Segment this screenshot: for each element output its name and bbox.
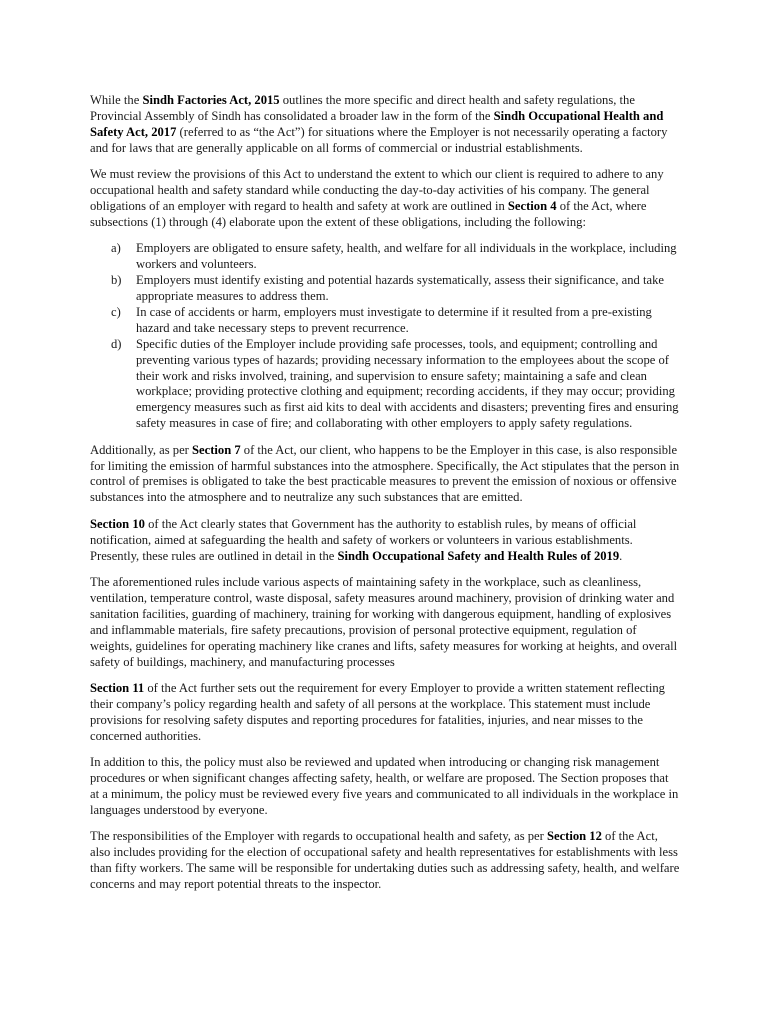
section-ref: Section 12 — [546, 829, 602, 844]
paragraph-rules: The aforementioned rules include various aspects of maintaining safety in the workplace, such as cleanliness, ventilation, temperature control, waste disposal, safety measures around machinery, provision of drinking water and sanitation facilities, guarding of machinery, training for working with dangerous equipment, handling of explosives and inflammable materials, fire safety precautions, provision of personal protective equipment, regulation of weights, guidelines for operating machinery like cranes and lifts, safety measures for working at heights, and overall safety of buildings, machinery, and manufacturing processes — [90, 574, 678, 669]
list-item-text: Employers must identify existing and potential hazards systematically, assess their significance, and take appropriate measures to address them. — [136, 273, 664, 303]
paragraph-section-12 — [90, 829, 680, 893]
text: (referred to as “the Act”) for situations where the Employer is not necessarily operating a factory and for laws that are generally applicable on all forms of commercial or industrial establishments. — [90, 124, 668, 155]
list-item — [90, 337, 680, 432]
list-item — [90, 241, 680, 273]
text: . — [619, 548, 623, 563]
list-item-text: In case of accidents or harm, employers must investigate to determine if it resulted from a pre-existing hazard and take necessary steps to prevent recurrence. — [136, 304, 652, 335]
text: Additionally, as per — [90, 442, 193, 457]
section-ref: Section 11 — [90, 680, 145, 695]
paragraph-policy-review: In addition to this, the policy must also be reviewed and updated when introducing or changing risk management procedures or when significant changes affecting safety, health, or welfare are proposed. The Section proposes that at a minimum, the policy must be reviewed every five years and communicated to all individuals in the workplace in languages understood by everyone. — [90, 755, 679, 817]
text: We must review the provisions of this Act to understand the extent to which our client is required to adhere to any occupational health and safety standard while conducting the day-to-day activities of his company. The general obligations of an employer with regard to health and safety at work are outlined in — [90, 167, 664, 213]
section-ref: Section 10 — [90, 516, 145, 531]
list-marker: c) — [111, 304, 121, 319]
rules-name: Sindh Occupational Safety and Health Rules of 2019 — [337, 548, 620, 563]
text: of the Act further sets out the requirement for every Employer to provide a written statement reflecting their company’s policy regarding health and safety of all persons at the workplace. This statement must include provisions for resolving safety disputes and reporting procedures for fatalities, injuries, and near misses to the concerned authorities. — [90, 680, 665, 743]
list-item-text: Specific duties of the Employer include providing safe processes, tools, and equipment; controlling and preventing various types of hazards; providing necessary information to the employees about the scope of their work and risks involved, training, and supervision to ensure safety; maintaining a safe and clean workplace; providing protective clothing and equipment; recording accidents, if they may occur; providing emergency measures such as first aid kits to deal with accidents and disasters; preventing fires and ensuring safety measures in case of fire; and collaborating with other employers to apply safety regulations. — [136, 336, 679, 431]
text: of the Act, also includes providing for the election of occupational safety and health representatives for establishments with less than fifty workers. The same will be responsible for undertaking duties such as addressing safety, health, and welfare concerns and may report potential threats to the inspector. — [90, 829, 680, 891]
text: outlines the more specific and direct health and safety regulations, the Provincial Assembly of Sindh has consolidated a broader law in the form of the — [90, 93, 635, 123]
paragraph-section-7 — [90, 443, 680, 507]
list-item-text: Employers are obligated to ensure safety, health, and welfare for all individuals in the workplace, including workers and volunteers. — [136, 241, 677, 272]
text: of the Act clearly states that Government has the authority to establish rules, by means of official notification, aimed at safeguarding the health and safety of workers or volunteers in various establishments. Presently, these rules are outlined in detail in the — [90, 516, 637, 563]
list-item — [90, 273, 680, 305]
list-marker: d) — [111, 336, 122, 351]
paragraph-review — [90, 167, 680, 231]
section-ref: Section 7 — [192, 442, 241, 457]
list-marker: b) — [111, 273, 122, 288]
act-name-ohs: Sindh Occupational Health and Safety Act, 2017 — [90, 108, 664, 139]
obligations-list — [90, 241, 680, 432]
paragraph-section-11 — [90, 681, 680, 745]
document-page — [90, 93, 680, 903]
list-item — [90, 305, 680, 337]
act-name-factories: Sindh Factories Act, 2015 — [142, 93, 280, 107]
text: of the Act, our client, who happens to be the Employer in this case, is also responsible for limiting the emission of harmful substances into the atmosphere. Specifically, the Act stipulates that the person in control of premises is obligated to take the best practicable measures to prevent the emission of noxious or offensive substances into the atmosphere and to neutralize any such substances that are emitted. — [90, 442, 680, 505]
paragraph-intro — [90, 93, 680, 157]
text: The responsibilities of the Employer with regards to occupational health and safety, as per — [90, 829, 547, 844]
text: of the Act, where subsections (1) through (4) elaborate upon the extent of these obligations, including the following: — [90, 198, 647, 229]
paragraph-section-10 — [90, 517, 680, 565]
text: While the — [90, 93, 143, 107]
list-marker: a) — [111, 241, 121, 256]
section-ref: Section 4 — [507, 198, 557, 213]
